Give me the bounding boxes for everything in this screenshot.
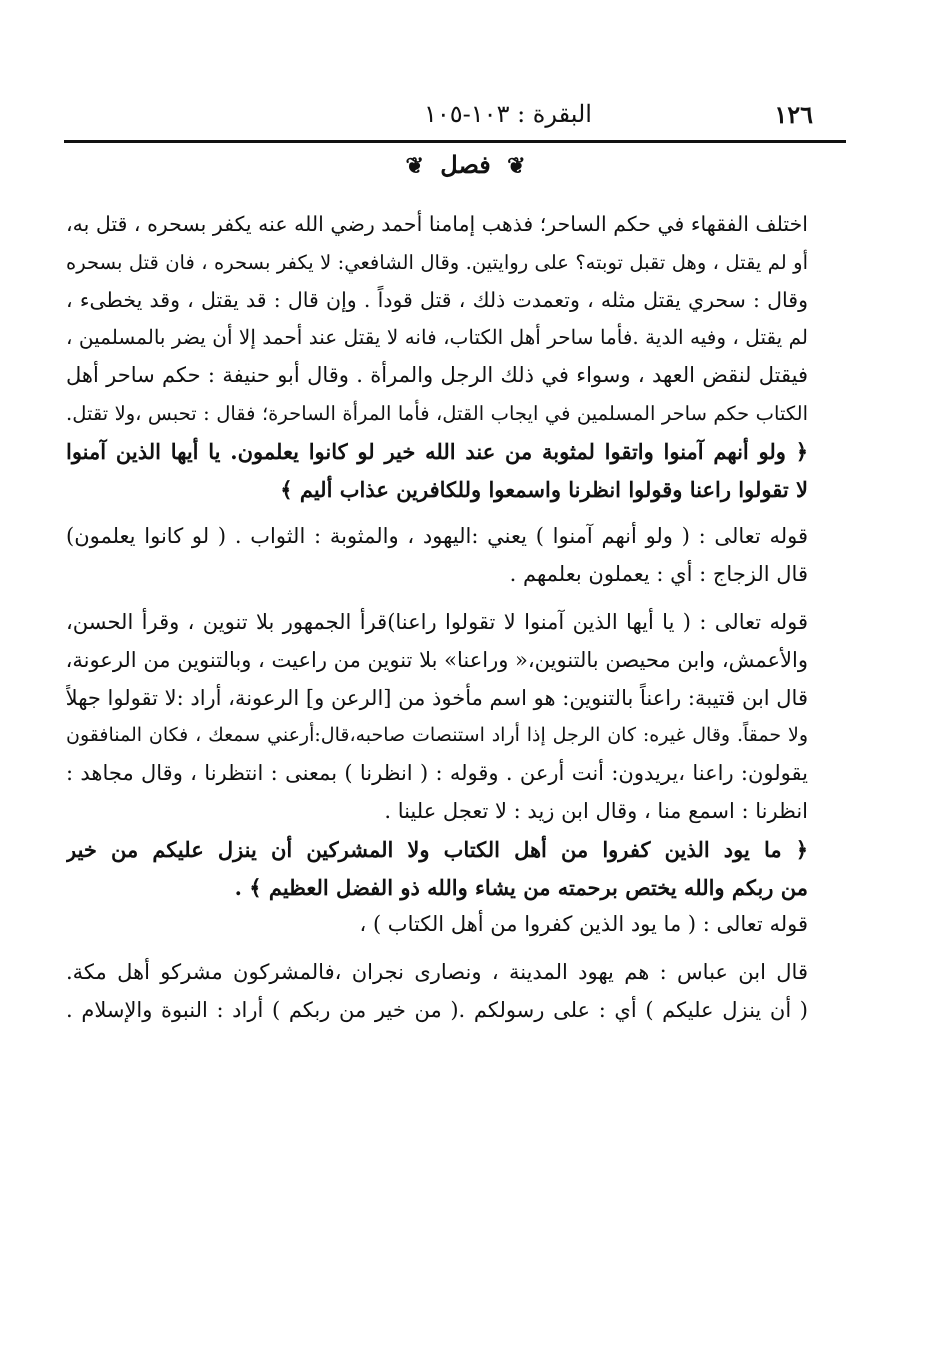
text-line: أو لم يقتل ، وهل تقبل توبته؟ على روايتين. وقال الشافعي: لا يكفر بسحره ، فان قتل بسحره	[66, 250, 808, 274]
text-line: الكتاب حكم ساحر المسلمين في ايجاب القتل، فأما المرأة الساحرة؛ فقال : تحبس ،ولا تقتل.	[66, 401, 808, 425]
text-line: قال ابن عباس : هم يهود المدينة ، ونصارى نجران ،فالمشركون مشركو أهل مكة.	[66, 960, 808, 985]
verse-line: ﴿ ولو أنهم آمنوا واتقوا لمثوبة من عند الله خير لو كانوا يعلمون. يا أيها الذين آمنوا	[66, 438, 808, 464]
text-line: والأعمش، وابن محيصن بالتنوين،« وراعنا» بلا تنوين من راعيت ، وبالتنوين من الرعونة،	[66, 647, 808, 672]
paragraph-commentary	[66, 906, 808, 944]
section-title: فصل	[440, 150, 491, 179]
text-line: قوله تعالى : ( يا أيها الذين آمنوا لا تقولوا راعنا)قرأ الجمهور بلا تنوين ، وقرأ الحسن،	[66, 609, 808, 634]
text-line: فيقتل لنقض العهد ، وسواء في ذلك الرجل والمرأة . وقال أبو حنيفة : حكم ساحر أهل	[66, 363, 808, 388]
text-line: ولا حمقاً. وقال غيره: كان الرجل إذا أراد استنصات صاحبه،قال:أرعني سمعك ، فكان المنافقون	[66, 724, 808, 747]
text-line: قال ابن قتيبة: راعناً بالتنوين: هو اسم مأخوذ من [الرعن و] الرعونة، أراد :لا تقولوا جهلاً	[66, 685, 808, 710]
text-line: قال الزجاج : أي : يعملون بعلمهم .	[509, 562, 808, 587]
page-number: ١٢٦	[774, 99, 813, 129]
verse-line: من ربكم والله يختص برحمته من يشاء والله ذو الفضل العظيم ﴾ .	[234, 874, 808, 900]
verse-line: ﴿ ما يود الذين كفروا من أهل الكتاب ولا المشركين أن ينزل عليكم من خير	[66, 836, 808, 862]
text-line: انظرنا : اسمع منا ، وقال ابن زيد : لا تعجل علينا .	[384, 798, 808, 823]
paragraph-commentary	[66, 604, 808, 831]
ornament-icon: ❦	[405, 153, 424, 179]
text-line: قوله تعالى : ( ما يود الذين كفروا من أهل الكتاب ) ،	[359, 912, 808, 937]
text-line: اختلف الفقهاء في حكم الساحر؛ فذهب إمامنا أحمد رضي الله عنه يكفر بسحره ، قتل به،	[66, 212, 808, 236]
text-line: يقولون: راعنا ،يريدون: أنت أرعن . وقوله : ( انظرنا ) بمعنى : انتظرنا ، وقال مجاهد :	[66, 761, 808, 786]
text-line: قوله تعالى : ( ولو أنهم آمنوا ) يعني :اليهود ، والمثوبة : الثواب . ( لو كانوا يعلمون)	[66, 524, 808, 549]
quran-verse	[66, 433, 808, 509]
paragraph-commentary	[66, 518, 808, 594]
page-body	[66, 206, 808, 1030]
paragraph-commentary	[66, 954, 808, 1030]
quran-verse	[66, 831, 808, 907]
section-heading	[0, 150, 931, 179]
text-line: ( أن ينزل عليكم ) أي : على رسولكم .( من خير من ربكم ) أراد : النبوة والإسلام .	[66, 997, 808, 1022]
ornament-icon: ❦	[507, 153, 526, 179]
running-head: البقرة : ١٠٣-١٠٥	[424, 100, 592, 128]
paragraph-sorcerer-ruling	[66, 206, 808, 433]
verse-line: لا تقولوا راعنا وقولوا انظرنا واسمعوا وللكافرين عذاب أليم ﴾	[280, 476, 808, 502]
text-line: لم يقتل ، وفيه الدية .فأما ساحر أهل الكتاب، فانه لا يقتل عند أحمد إلا أن يضر بالمسلمين ،	[66, 325, 808, 350]
page-header	[64, 94, 813, 134]
text-line: وقال : سحري يقتل مثله ، وتعمدت ذلك ، قتل قوداً . وإن قال : قد يقتل ، وقد يخطىء ،	[66, 287, 808, 312]
header-rule	[64, 140, 846, 143]
